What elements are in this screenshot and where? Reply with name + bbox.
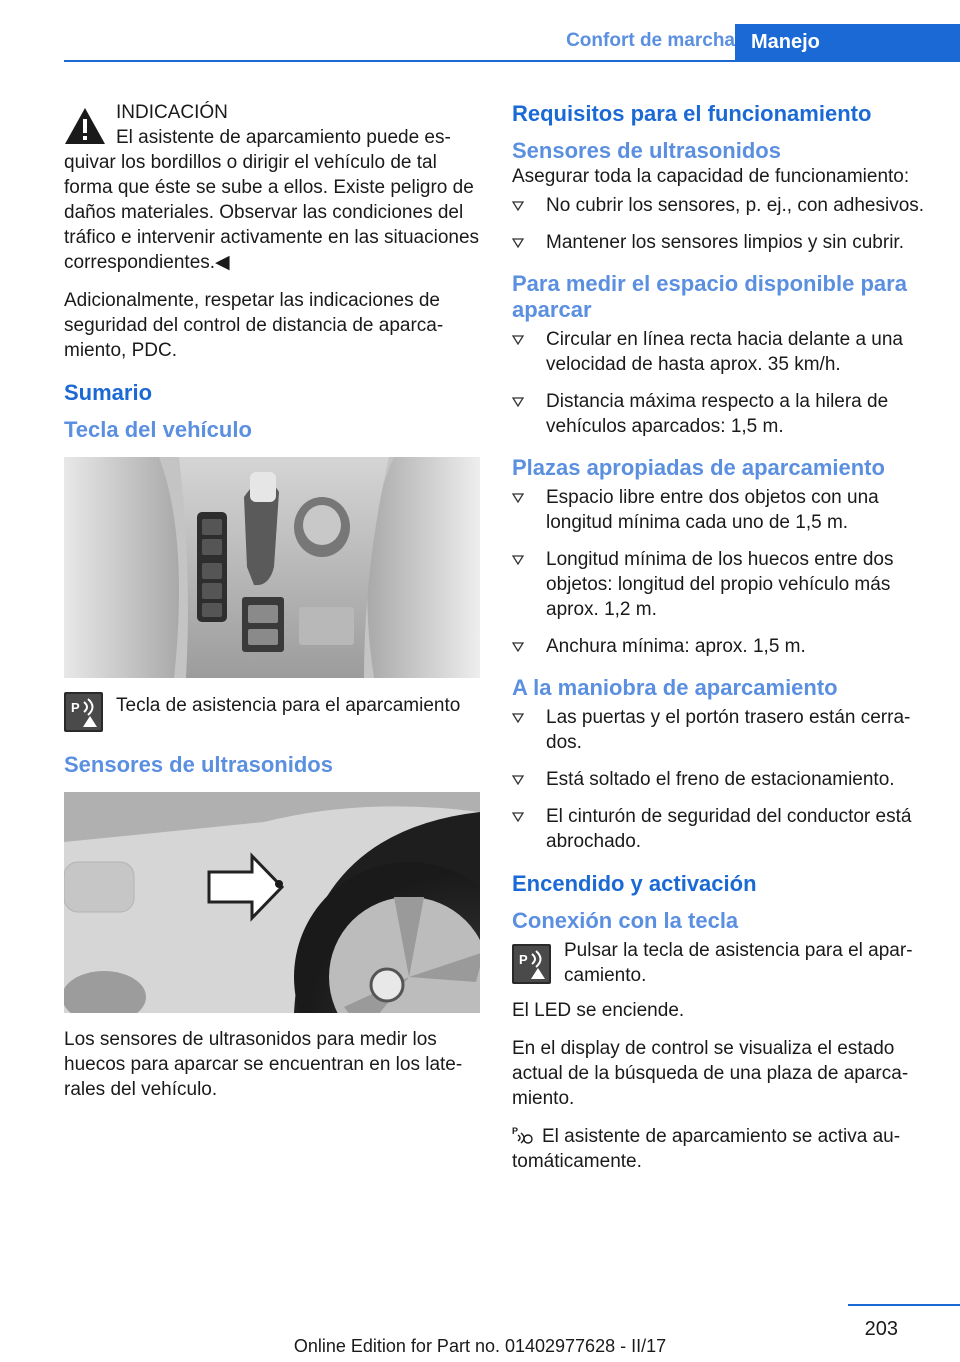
svg-text:P: P bbox=[71, 700, 80, 715]
section-tab[interactable]: Confort de marcha bbox=[566, 30, 735, 51]
auto-active-text: El asistente de aparcamiento se activa automáticamente. bbox=[512, 1126, 901, 1172]
led-text: El LED se enciende. bbox=[512, 1000, 685, 1021]
heading-requirements: Requisitos para el funcionamiento bbox=[512, 101, 872, 126]
svg-text:P: P bbox=[519, 952, 528, 967]
ensure-text: Asegurar toda la capacidad de funcionamiento: bbox=[512, 166, 910, 187]
list-item: Anchura mínima: aprox. 1,5 m. bbox=[512, 634, 928, 659]
display-text: En el display de control se visualiza el estado actual de la búsqueda de una plaza de aparcamiento. bbox=[512, 1038, 909, 1109]
right-column bbox=[512, 100, 928, 1174]
left-column bbox=[64, 100, 480, 1115]
list-item: Circular en línea recta hacia delante a una velocidad de hasta aprox. 35 km/h. bbox=[512, 327, 928, 377]
parking-assist-key-icon bbox=[512, 944, 551, 984]
svg-text:P: P bbox=[512, 1126, 519, 1136]
bullet-triangle-icon bbox=[512, 555, 524, 565]
heading-summary: Sumario bbox=[64, 380, 153, 405]
maneuver-list bbox=[512, 705, 928, 854]
heading-switch-on: Encendido y activación bbox=[512, 871, 757, 896]
list-item: Está soltado el freno de estacionamiento. bbox=[512, 767, 928, 792]
key-caption bbox=[64, 692, 480, 732]
page-number: 203 bbox=[864, 1318, 898, 1340]
parking-assistant-icon bbox=[512, 1125, 534, 1145]
header-rule bbox=[64, 60, 960, 62]
heading-measure-space: Para medir el espacio disponible para aparcar bbox=[512, 271, 907, 322]
bullet-triangle-icon bbox=[512, 775, 524, 785]
measure-list bbox=[512, 327, 928, 439]
list-item: Distancia máxima respecto a la hilera de vehículos aparcados: 1,5 m. bbox=[512, 389, 928, 439]
center-console-photo bbox=[64, 457, 480, 678]
sensors-text: Los sensores de ultrasonidos para medir los huecos para aparcar se encuentran en los laterales del vehículo. bbox=[64, 1029, 463, 1100]
list-item: Espacio libre entre dos objetos con una longitud mínima cada uno de 1,5 m. bbox=[512, 485, 928, 535]
bullet-triangle-icon bbox=[512, 238, 524, 248]
edition-text: Online Edition for Part no. 01402977628 - II/17 bbox=[293, 1336, 667, 1356]
sensor-list bbox=[512, 193, 928, 255]
warning-title: INDICACIÓN bbox=[116, 102, 228, 123]
heading-vehicle-key: Tecla del vehículo bbox=[64, 417, 252, 442]
heading-ultrasonic-sensors: Sensores de ultrasonidos bbox=[64, 752, 333, 777]
parking-assist-key-icon bbox=[64, 692, 103, 732]
list-item: Longitud mínima de los huecos entre dos objetos: longitud del propio vehículo más aprox. 1,2 m. bbox=[512, 547, 928, 622]
warning-icon bbox=[64, 106, 106, 146]
places-list bbox=[512, 485, 928, 659]
key-caption-text: Tecla de asistencia para el aparcamiento bbox=[116, 695, 461, 716]
list-item: No cubrir los sensores, p. ej., con adhesivos. bbox=[512, 193, 928, 218]
bullet-triangle-icon bbox=[512, 493, 524, 503]
bullet-triangle-icon bbox=[512, 812, 524, 822]
bullet-triangle-icon bbox=[512, 201, 524, 211]
footer-rule bbox=[848, 1304, 960, 1306]
warning-text: El asistente de aparcamiento puede esquivar los bordillos o dirigir el vehículo de tal forma que éste se sube a ellos. Existe peligro de daños materiales. Observar las condiciones del tráfico e intervenir activamente en las situaciones correspondientes.◀ bbox=[64, 127, 480, 273]
bullet-triangle-icon bbox=[512, 713, 524, 723]
list-item: Las puertas y el portón trasero están cerrados. bbox=[512, 705, 928, 755]
list-item: El cinturón de seguridad del conductor está abrochado. bbox=[512, 804, 928, 854]
connect-instruction bbox=[512, 938, 928, 988]
bullet-triangle-icon bbox=[512, 335, 524, 345]
warning-note bbox=[64, 100, 480, 275]
list-item: Mantener los sensores limpios y sin cubrir. bbox=[512, 230, 928, 255]
additional-text: Adicionalmente, respetar las indicaciones de seguridad del control de distancia de aparcamiento, PDC. bbox=[64, 290, 444, 361]
heading-sensors: Sensores de ultrasonidos bbox=[512, 138, 781, 163]
auto-active-line bbox=[512, 1124, 928, 1174]
chapter-tab[interactable]: Manejo bbox=[735, 24, 960, 62]
heading-maneuver: A la maniobra de aparcamiento bbox=[512, 675, 838, 700]
bullet-triangle-icon bbox=[512, 397, 524, 407]
connect-text: Pulsar la tecla de asistencia para el aparcamiento. bbox=[564, 940, 913, 986]
heading-suitable-places: Plazas apropiadas de aparcamiento bbox=[512, 455, 885, 480]
sensor-photo bbox=[64, 792, 480, 1013]
page-header bbox=[64, 24, 960, 62]
heading-connect-key: Conexión con la tecla bbox=[512, 908, 739, 933]
bullet-triangle-icon bbox=[512, 642, 524, 652]
